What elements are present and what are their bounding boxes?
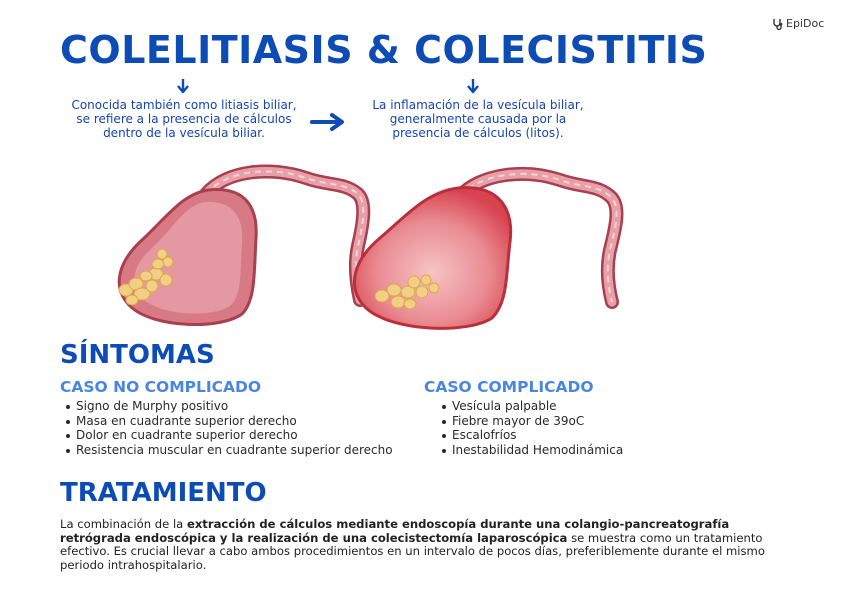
list-item: Resistencia muscular en cuadrante superior derecho [64, 443, 393, 458]
list-item: Escalofríos [440, 428, 623, 443]
colecistitis-description: La inflamación de la vesícula biliar, generalmente causada por la presencia de cálculos (litos). [372, 98, 584, 140]
inflamed-gallbladder-illustration [340, 162, 660, 334]
tratamiento-heading: TRATAMIENTO [60, 478, 267, 508]
stethoscope-icon [772, 18, 784, 30]
caso-no-complicado-heading: CASO NO COMPLICADO [60, 378, 262, 396]
list-item: Vesícula palpable [440, 399, 623, 414]
sintomas-heading: SÍNTOMAS [60, 340, 215, 370]
page-title: COLELITIASIS & COLECISTITIS [60, 28, 708, 72]
brand-name: EpiDoc [786, 17, 825, 30]
list-item: Fiebre mayor de 39oC [440, 414, 623, 429]
down-arrow-icon [466, 78, 480, 94]
list-item: Signo de Murphy positivo [64, 399, 393, 414]
right-arrow-icon [310, 112, 346, 132]
caso-complicado-heading: CASO COMPLICADO [424, 378, 594, 396]
tratamiento-text-intro: La combinación de la [60, 517, 187, 531]
tratamiento-text-rest: se muestra como un tratamiento efectivo. Es crucial llevar a cabo ambos procedimientos en un intervalo de pocos días, preferiblemente durante el mismo periodo intrahospitalario. [60, 530, 765, 572]
complicado-list [440, 399, 623, 457]
list-item: Masa en cuadrante superior derecho [64, 414, 393, 429]
tratamiento-paragraph [60, 518, 800, 572]
no-complicado-list [64, 399, 393, 457]
list-item: Inestabilidad Hemodinámica [440, 443, 623, 458]
tratamiento-text-bold: extracción de cálculos mediante endoscopía durante una colangio-pancreatografía retrógrada endoscópica y la realización de una colecistectomía laparoscópica [60, 517, 730, 545]
list-item: Dolor en cuadrante superior derecho [64, 428, 393, 443]
down-arrow-icon [176, 78, 190, 94]
colelitiasis-description: Conocida también como litiasis biliar, se refiere a la presencia de cálculos dentro de la vesícula biliar. [71, 98, 297, 140]
brand-logo [772, 17, 824, 30]
